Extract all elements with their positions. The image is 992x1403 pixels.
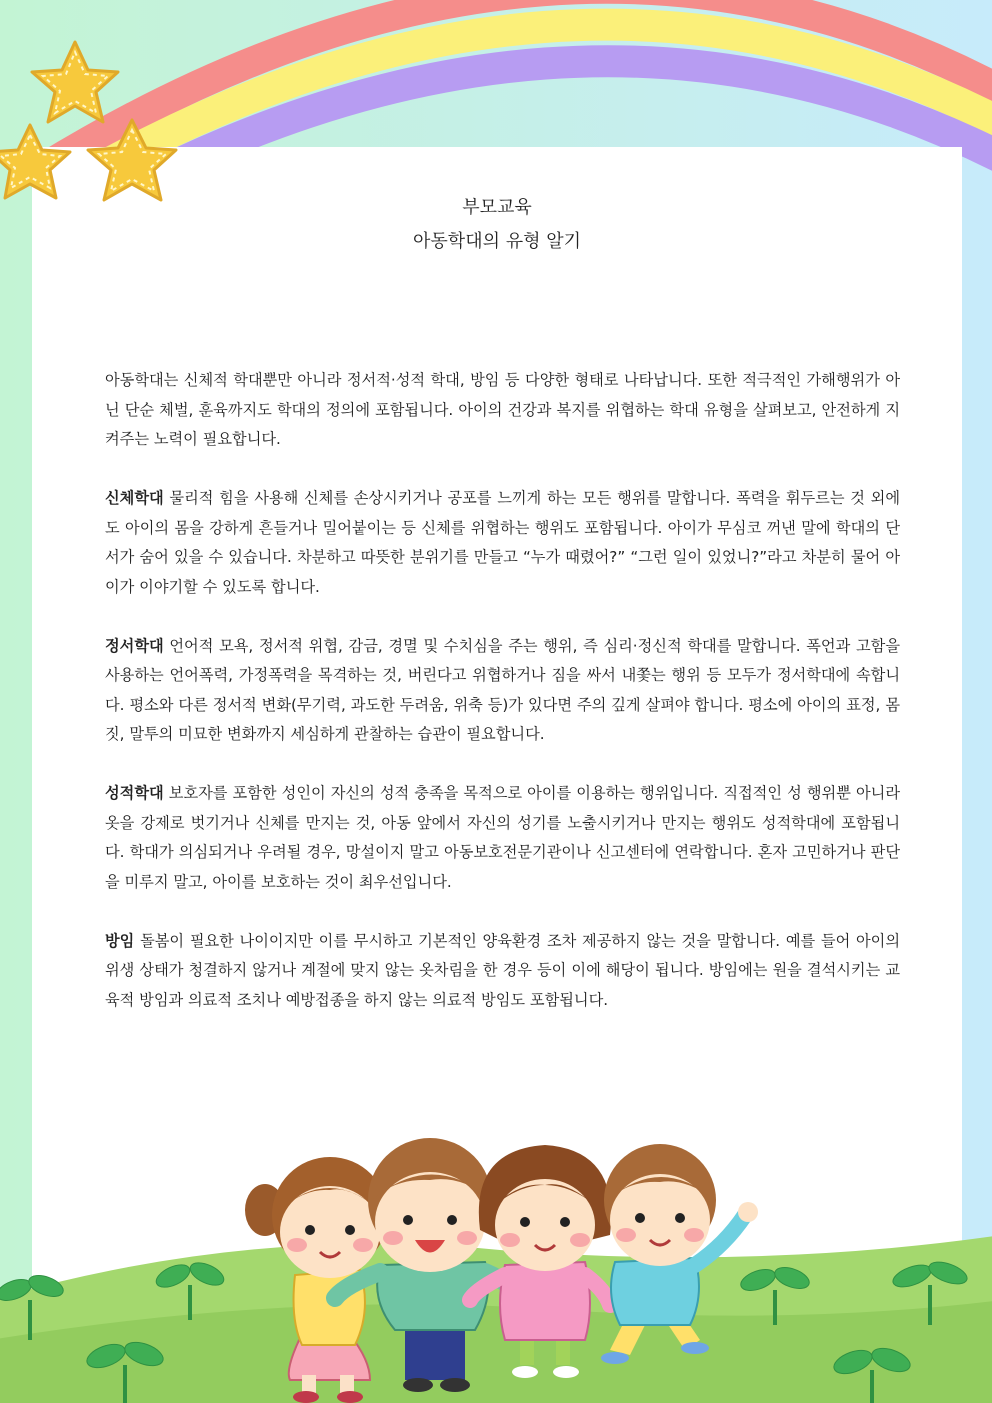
section-heading: 방임 — [105, 931, 135, 950]
document-body — [105, 366, 900, 1045]
section-body: 물리적 힘을 사용해 신체를 손상시키거나 공포를 느끼게 하는 모든 행위를 말합니다. 폭력을 휘두르는 것 외에도 아이의 몸을 강하게 흔들거나 밀어붙이는 등 신체를 위협하는 행위도 포함됩니다. 아이가 무심코 꺼낸 말에 학대의 단서가 숨어 있을 수 있습니다. 차분하고 따뜻한 분위기를 만들고 “누가 때렸어?” “그런 일이 있었니?”라고 차분히 물어 아이가 이야기할 수 있도록 합니다. — [105, 489, 900, 596]
section-body: 돌봄이 필요한 나이이지만 이를 무시하고 기본적인 양육환경 조차 제공하지 않는 것을 말합니다. 예를 들어 아이의 위생 상태가 청결하지 않거나 계절에 맞지 않는 옷차림을 한 경우 등이 이에 해당이 됩니다. 방임에는 원을 결석시키는 교육적 방임과 의료적 조치나 예방접종을 하지 않는 의료적 방임도 포함됩니다. — [105, 931, 900, 1009]
section-heading: 신체학대 — [105, 489, 164, 507]
section-heading: 정서학대 — [105, 636, 164, 655]
title-block — [32, 193, 962, 257]
document-subtitle: 아동학대의 유형 알기 — [413, 231, 581, 252]
section-heading: 성적학대 — [105, 784, 164, 802]
section-physical-abuse — [105, 484, 900, 602]
section-emotional-abuse — [105, 632, 900, 750]
section-body: 보호자를 포함한 성인이 자신의 성적 충족을 목적으로 아이를 이용하는 행위입니다. 직접적인 성 행위뿐 아니라 옷을 강제로 벗기거나 신체를 만지는 것, 아동 앞에서 자신의 성기를 노출시키거나 만지는 행위도 성적학대에 포함됩니다. 학대가 의심되거나 우려될 경우, 망설이지 말고 아동보호전문기관이나 신고센터에 연락합니다. 혼자 고민하거나 판단을 미루지 말고, 아이를 보호하는 것이 최우선입니다. — [105, 784, 900, 891]
section-body: 언어적 모욕, 정서적 위협, 감금, 경멸 및 수치심을 주는 행위, 즉 심리·정신적 학대를 말합니다. 폭언과 고함을 사용하는 언어폭력, 가정폭력을 목격하는 것, 버린다고 위협하거나 짐을 싸서 내쫓는 행위 등 모두가 정서학대에 속합니다. 평소와 다른 정서적 변화(무기력, 과도한 두려움, 위축 등)가 있다면 주의 깊게 살펴야 합니다. 평소에 아이의 표정, 몸짓, 말투의 미묘한 변화까지 세심하게 관찰하는 습관이 필요합니다. — [105, 636, 900, 743]
section-neglect — [105, 927, 900, 1016]
intro-paragraph: 아동학대는 신체적 학대뿐만 아니라 정서적·성적 학대, 방임 등 다양한 형태로 나타납니다. 또한 적극적인 가해행위가 아닌 단순 체벌, 훈육까지도 학대의 정의에 포함됩니다. 아이의 건강과 복지를 위협하는 학대 유형을 살펴보고, 안전하게 지켜주는 노력이 필요합니다. — [105, 371, 900, 448]
section-sexual-abuse — [105, 779, 900, 897]
document-title: 부모교육 — [462, 197, 532, 218]
